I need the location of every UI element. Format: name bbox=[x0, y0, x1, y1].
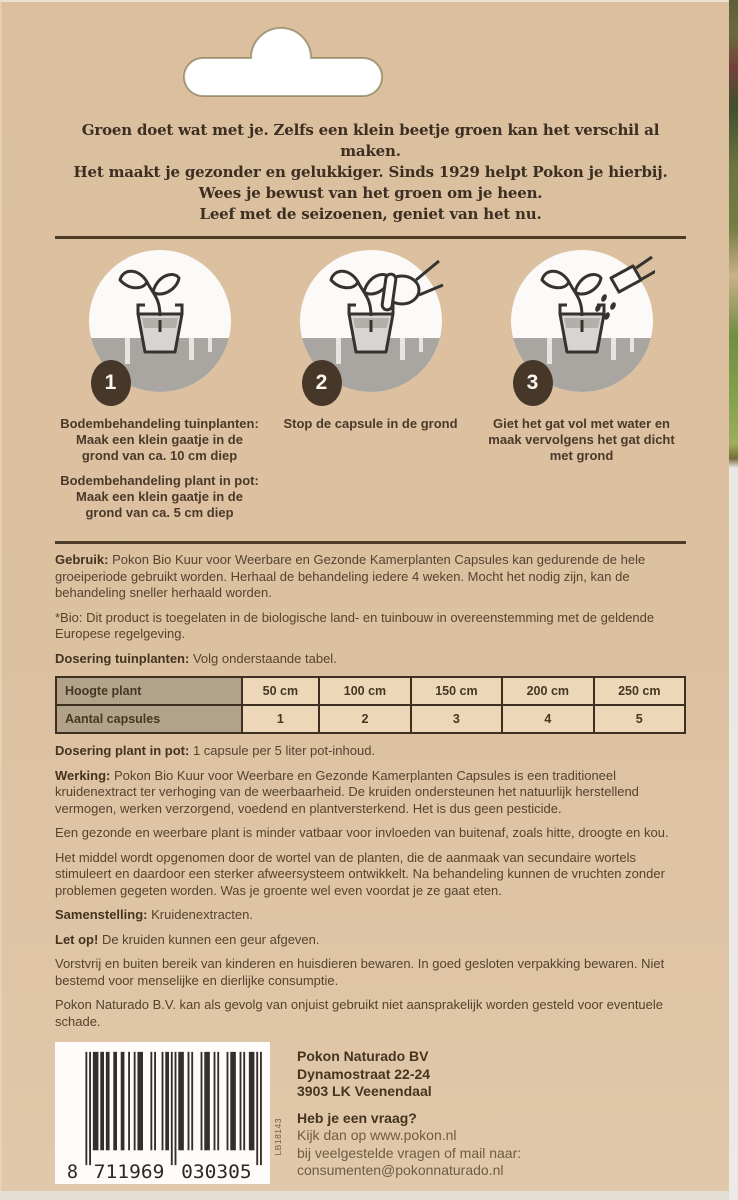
package-bottom-edge bbox=[0, 1191, 738, 1200]
caption-body: Maak een klein gaatje in de grond van ca. 5 cm diep bbox=[76, 489, 243, 520]
table-cell: 5 bbox=[594, 705, 685, 733]
intro-line: Leef met de seizoenen, geniet van het nu. bbox=[199, 205, 542, 223]
step-1-illustration bbox=[87, 248, 233, 394]
row-header-cell: Hoogte plant bbox=[56, 677, 242, 705]
step-1 bbox=[55, 248, 264, 530]
caption-body: Maak een klein gaatje in de grond van ca. 10 cm diep bbox=[76, 432, 243, 463]
table-cell: 250 cm bbox=[594, 677, 685, 705]
table-cell: 200 cm bbox=[502, 677, 593, 705]
table-cell: 100 cm bbox=[319, 677, 410, 705]
instruction-steps bbox=[55, 248, 686, 530]
step-2-illustration bbox=[298, 248, 444, 394]
table-cell: 1 bbox=[242, 705, 320, 733]
svg-text:711969: 711969 bbox=[93, 1162, 165, 1180]
paragraph-text: Volg onderstaande tabel. bbox=[192, 650, 337, 666]
table-cell: 2 bbox=[319, 705, 410, 733]
ean-barcode bbox=[63, 1050, 262, 1180]
step-3 bbox=[477, 248, 686, 530]
table-cell: 50 cm bbox=[242, 677, 320, 705]
paragraph-weerbaar bbox=[55, 825, 686, 842]
paragraph-let-op bbox=[55, 932, 686, 949]
intro-line: Wees je bewust van het groen om je heen. bbox=[198, 184, 543, 202]
dosage-table bbox=[55, 676, 686, 734]
paragraph-text: Het middel wordt opgenomen door de wortel van de planten, die de aanmaak van secundaire wortels stimuleert en daardoor een sterker afweersysteem ontwikkelt. Na behandeling kunnen de vruchten zonder problemen gegeten worden. Was je groente wel even voordat je ze gaat eten. bbox=[55, 849, 665, 898]
intro-line: Het maakt je gezonder en gelukkiger. Sinds 1929 helpt Pokon je hierbij. bbox=[73, 163, 668, 181]
background-photo-edge bbox=[729, 0, 738, 1200]
paragraph-label: Werking: bbox=[55, 767, 111, 783]
usage-text-block bbox=[55, 552, 686, 1030]
paragraph-samenstelling bbox=[55, 907, 686, 924]
euro-hang-slot-cutout bbox=[180, 26, 386, 105]
divider-rule bbox=[55, 236, 686, 239]
svg-text:8: 8 bbox=[66, 1162, 79, 1180]
contact-line: bij veelgestelde vragen of mail naar: bbox=[297, 1144, 522, 1161]
step-3-illustration bbox=[509, 248, 655, 394]
caption-body: Stop de capsule in de grond bbox=[283, 416, 458, 431]
paragraph-dosering-tuinplanten bbox=[55, 651, 686, 668]
step-number-badge: 2 bbox=[302, 360, 342, 406]
paragraph-text: De kruiden kunnen een geur afgeven. bbox=[101, 931, 320, 947]
paragraph-text: Kruidenextracten. bbox=[151, 907, 253, 922]
caption-title: Bodembehandeling tuinplanten: bbox=[60, 416, 259, 431]
caption-plant-in-pot bbox=[59, 473, 260, 521]
svg-text:030305: 030305 bbox=[181, 1162, 252, 1180]
paragraph-label: Samenstelling: bbox=[55, 907, 148, 922]
address-line: Pokon Naturado BV bbox=[297, 1048, 429, 1064]
step-3-caption bbox=[477, 416, 686, 464]
paragraph-text: 1 capsule per 5 liter pot-inhoud. bbox=[192, 743, 376, 758]
manufacturer-info bbox=[297, 1042, 521, 1200]
table-cell: 3 bbox=[411, 705, 502, 733]
paragraph-text: Pokon Bio Kuur voor Weerbare en Gezonde Kamerplanten Capsules is een traditioneel kruidenextract ter verhoging van de weerbaarheid. De kruiden ondersteunen het natuurlijk herstellend vermogen, werken verzorgend, voedend en plantversterkend. Het is dus geen pesticide. bbox=[55, 767, 639, 816]
paragraph-bio bbox=[55, 610, 686, 643]
step-2-caption bbox=[266, 416, 475, 432]
paragraph-aansprakelijkheid bbox=[55, 997, 686, 1030]
step-number-badge: 3 bbox=[513, 360, 553, 406]
paragraph-label: Gebruik: bbox=[55, 552, 109, 567]
paragraph-dosering-pot bbox=[55, 743, 686, 760]
divider-rule bbox=[55, 541, 686, 544]
footer-block bbox=[55, 1042, 686, 1200]
address-line: Dynamostraat 22-24 bbox=[297, 1065, 431, 1082]
package-left-edge bbox=[0, 0, 2, 1200]
row-header-cell: Aantal capsules bbox=[56, 705, 242, 733]
contact-heading: Heb je een vraag? bbox=[297, 1109, 417, 1126]
paragraph-bewaren bbox=[55, 956, 686, 989]
contact-line: Kijk dan op www.pokon.nl bbox=[297, 1127, 457, 1143]
paragraph-text: Pokon Bio Kuur voor Weerbare en Gezonde Kamerplanten Capsules kan gedurende de hele groeiperiode gebruikt worden. Herhaal de behandeling iedere 4 weken. Mocht het nodig zijn, kan de behandeling sneller herhaald worden. bbox=[55, 552, 646, 600]
intro-line: Groen doet wat met je. Zelfs een klein beetje groen kan het verschil al maken. bbox=[81, 121, 660, 160]
label-content bbox=[55, 0, 686, 1200]
paragraph-text: Dit product is toegelaten in de biologische land- en tuinbouw in overeenstemming met de geldende Europese regelgeving. bbox=[55, 609, 655, 641]
brand-intro-text bbox=[55, 120, 686, 225]
table-row-hoogte bbox=[56, 677, 685, 705]
paragraph-text: Vorstvrij en buiten bereik van kinderen en huisdieren bewaren. In goed gesloten verpakking bewaren. Niet bestemd voor menselijke en dierlijke consumptie. bbox=[55, 956, 665, 988]
address-line: 3903 LK Veenendaal bbox=[297, 1083, 432, 1099]
production-code: LB18143 bbox=[273, 1118, 283, 1156]
paragraph-text: Pokon Naturado B.V. kan als gevolg van onjuist gebruikt niet aansprakelijk worden gesteld voor eventuele schade. bbox=[55, 997, 664, 1029]
package-top-edge bbox=[0, 0, 738, 2]
step-number-badge: 1 bbox=[91, 360, 131, 406]
caption-body: Giet het gat vol met water en maak vervolgens het gat dicht met grond bbox=[488, 416, 675, 463]
paragraph-text: Een gezonde en weerbare plant is minder vatbaar voor invloeden van buitenaf, zoals hitte, droogte en kou. bbox=[55, 825, 669, 840]
caption-tuinplanten bbox=[59, 416, 260, 464]
caption-title: Bodembehandeling plant in pot: bbox=[60, 473, 259, 488]
step-2 bbox=[266, 248, 475, 530]
table-row-aantal bbox=[56, 705, 685, 733]
paragraph-label: Dosering tuinplanten: bbox=[55, 650, 190, 666]
paragraph-label: *Bio: bbox=[55, 609, 83, 625]
paragraph-label: Let op! bbox=[55, 931, 99, 947]
table-cell: 150 cm bbox=[411, 677, 502, 705]
table-cell: 4 bbox=[502, 705, 593, 733]
barcode-label bbox=[55, 1042, 270, 1184]
paragraph-opname bbox=[55, 850, 686, 900]
contact-line-email: consumenten@pokonnaturado.nl bbox=[297, 1162, 504, 1178]
paragraph-werking bbox=[55, 768, 686, 818]
paragraph-label: Dosering plant in pot: bbox=[55, 743, 190, 758]
step-1-caption bbox=[55, 416, 264, 521]
paragraph-gebruik bbox=[55, 552, 686, 602]
